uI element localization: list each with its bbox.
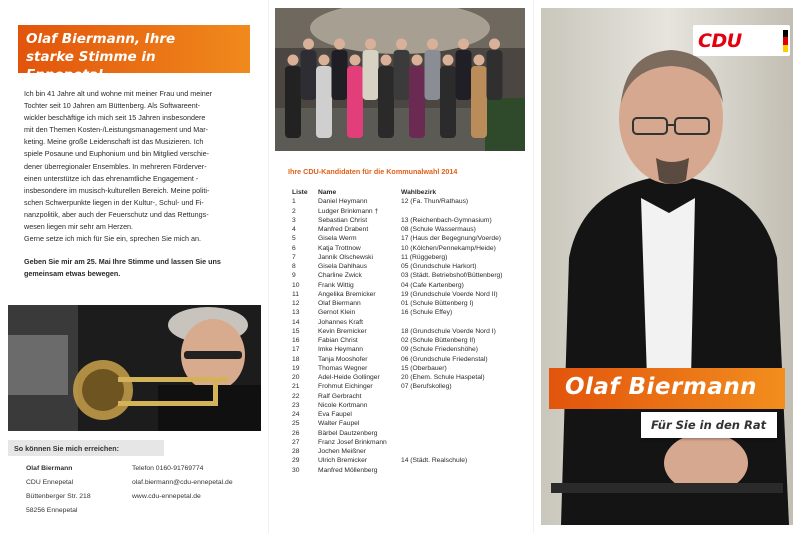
fold-line	[268, 0, 269, 533]
bio-line: Gerne setze ich mich für Sie ein, sprechen Sie mich an.	[24, 234, 201, 244]
person-figure	[440, 55, 456, 139]
candidate-number: 14	[292, 318, 300, 326]
candidate-row	[292, 392, 531, 401]
candidate-name: Katja Trottnow	[318, 244, 361, 252]
candidate-name: Bärbel Dautzenberg	[318, 429, 378, 437]
person-figure	[285, 55, 301, 139]
candidate-district: 16 (Schule Effey)	[401, 309, 453, 317]
candidate-district: 05 (Grundschule Harkort)	[401, 263, 477, 270]
candidate-name: Frank Wittig	[318, 281, 354, 289]
candidate-name: Walter Faupel	[318, 420, 360, 428]
candidate-row	[292, 401, 531, 410]
candidate-row	[292, 290, 531, 299]
candidate-number: 19	[292, 364, 300, 372]
candidate-name: Olaf Biermann	[318, 300, 361, 307]
candidate-district: 08 (Schule Wassermaus)	[401, 226, 476, 233]
contact-street: Büttenberger Str. 218	[26, 493, 91, 500]
headline-line-1: Olaf Biermann, Ihre	[26, 31, 176, 47]
bio-line: spiele Posaune und Euphonium und bin Mitglied verschie-	[24, 149, 209, 159]
candidate-row	[292, 299, 531, 308]
candidate-name: Kevin Bremicker	[318, 327, 367, 335]
candidate-row	[292, 327, 531, 336]
candidate-number: 12	[292, 300, 300, 307]
candidate-district: 06 (Grundschule Friedenstal)	[401, 355, 488, 363]
contact-address	[26, 462, 126, 518]
candidate-name: Adel-Heide Gollinger	[318, 374, 380, 381]
contact-name: Olaf Biermann	[26, 465, 73, 472]
candidate-district: 13 (Reichenbach-Gymnasium)	[401, 216, 492, 224]
candidate-district: 14 (Städt. Realschule)	[401, 457, 468, 465]
candidate-district	[401, 401, 531, 410]
candidate-row	[292, 364, 531, 373]
candidate-name: Ulrich Bremicker	[318, 457, 368, 465]
person-figure	[347, 55, 363, 139]
german-flag-icon	[783, 30, 788, 52]
candidate-number: 6	[292, 244, 296, 252]
group-photo-illustration	[275, 8, 525, 151]
bio-line: nanzpolitik, aber auch der Feuerschutz und das Rettungs-	[24, 209, 209, 219]
candidate-number: 27	[292, 438, 300, 446]
call-line-2: gemeinsam etwas bewegen.	[24, 269, 121, 279]
candidate-district: 07 (Berufskolleg)	[401, 383, 452, 391]
candidate-row	[292, 429, 531, 438]
candidate-district	[401, 410, 531, 419]
candidate-row	[292, 466, 531, 475]
portrait-photo	[541, 8, 793, 525]
candidate-row	[292, 197, 531, 206]
candidate-district: 19 (Grundschule Voerde Nord II)	[401, 290, 498, 298]
candidate-district: 15 (Oberbauer)	[401, 364, 447, 372]
cdu-logo-text: CDU	[698, 30, 742, 52]
candidate-name: Eva Faupel	[318, 411, 352, 418]
contact-city: 58256 Ennepetal	[26, 507, 78, 514]
candidate-row	[292, 355, 531, 364]
candidate-row	[292, 373, 531, 382]
trombone-photo	[8, 305, 261, 431]
candidate-number: 9	[292, 272, 296, 280]
candidate-row	[292, 216, 531, 225]
candidate-number: 16	[292, 337, 300, 344]
candidate-number: 2	[292, 207, 296, 215]
bio-line: Tochter seit 10 Jahren am Büttenberg. Als Softwareent-	[24, 101, 201, 111]
candidates-title: Ihre CDU-Kandidaten für die Kommunalwahl 2014	[288, 167, 458, 176]
candidate-row	[292, 244, 531, 253]
candidate-number: 8	[292, 263, 296, 270]
bio-line: einen unterstütze ich das ehrenamtliche Engagement -	[24, 173, 199, 183]
candidate-number: 17	[292, 346, 300, 354]
candidate-row	[292, 262, 531, 271]
candidate-row	[292, 253, 531, 262]
candidate-district	[401, 207, 531, 216]
candidate-row	[292, 438, 531, 447]
candidates-rows	[292, 197, 531, 475]
candidate-name: Charline Zwick	[318, 272, 362, 280]
candidate-district	[401, 429, 531, 438]
candidate-name: Ludger Brinkmann †	[318, 207, 379, 215]
candidate-district	[401, 318, 531, 327]
candidate-district	[401, 466, 531, 475]
candidate-number: 29	[292, 457, 300, 465]
candidate-district: 02 (Schule Büttenberg II)	[401, 337, 476, 344]
header-district: Wahlbezirk	[401, 189, 437, 196]
candidate-name: Daniel Heymann	[318, 198, 368, 206]
contact-channels	[132, 462, 262, 504]
bio-line: mit den Themen Kosten-/Leistungsmanagement und Mar-	[24, 125, 209, 135]
bio-line: wickler beschäftige ich mich seit 15 Jahren insbesondere	[24, 113, 206, 123]
candidate-row	[292, 419, 531, 428]
cover-name: Olaf Biermann	[565, 374, 758, 400]
candidate-row	[292, 456, 531, 465]
candidate-name: Manfred Drabent	[318, 226, 369, 233]
candidate-name: Johannes Kraft	[318, 318, 363, 326]
candidate-row	[292, 281, 531, 290]
candidate-number: 7	[292, 253, 296, 261]
candidate-name: Ralf Gerbracht	[318, 392, 362, 400]
candidate-number: 23	[292, 401, 300, 409]
contact-phone[interactable]: Telefon 0160-91769774	[132, 465, 204, 472]
contact-email[interactable]: olaf.biermann@cdu-ennepetal.de	[132, 479, 233, 486]
candidate-row	[292, 345, 531, 354]
biography-text	[24, 88, 246, 280]
candidate-name: Gisela Dahlhaus	[318, 263, 368, 270]
candidates-table	[292, 188, 531, 475]
person-figure	[316, 55, 332, 139]
person-figure	[471, 55, 487, 139]
candidate-district	[401, 419, 531, 428]
candidate-number: 13	[292, 309, 300, 317]
candidate-row	[292, 336, 531, 345]
candidate-number: 22	[292, 392, 300, 400]
header-name: Name	[318, 189, 337, 196]
candidate-name: Manfred Möllenberg	[318, 466, 378, 474]
candidate-district: 10 (Kölchen/Pennekamp/Heide)	[401, 244, 496, 252]
candidate-name: Thomas Wegner	[318, 364, 368, 372]
candidate-name: Nicole Kortmann	[318, 401, 368, 409]
candidate-district: 01 (Schule Büttenberg I)	[401, 300, 474, 307]
candidate-number: 26	[292, 429, 300, 437]
bio-line: keting. Meine große Leidenschaft ist das Musizieren. Ich	[24, 137, 204, 147]
candidate-row	[292, 382, 531, 391]
candidate-district: 03 (Städt. Betriebshof/Büttenberg)	[401, 272, 503, 280]
header-list: Liste	[292, 189, 308, 196]
bio-line: schen Schwerpunkte liegen in der Kultur-, Schul- und Fi-	[24, 197, 204, 207]
candidate-district: 11 (Rüggeberg)	[401, 253, 448, 261]
candidate-number: 28	[292, 448, 300, 455]
candidates-header-row	[292, 188, 531, 197]
call-line-1: Geben Sie mir am 25. Mai Ihre Stimme und lassen Sie uns	[24, 257, 221, 267]
candidate-number: 5	[292, 235, 296, 243]
candidate-number: 21	[292, 383, 300, 391]
candidate-number: 15	[292, 327, 300, 335]
candidate-name: Sebastian Christ	[318, 216, 368, 224]
headline-banner	[18, 25, 250, 83]
candidate-name: Frohmut Eichinger	[318, 383, 373, 391]
candidate-district	[401, 447, 531, 456]
candidate-row	[292, 410, 531, 419]
bio-line: wesen liegen mir sehr am Herzen.	[24, 222, 134, 232]
candidate-row	[292, 234, 531, 243]
candidate-district: 20 (Ehem. Schule Haspetal)	[401, 374, 485, 381]
person-figure	[378, 55, 394, 139]
candidate-row	[292, 318, 531, 327]
candidate-number: 18	[292, 355, 300, 363]
trombone-photo-illustration	[8, 305, 261, 431]
fold-line	[533, 0, 534, 533]
candidate-name: Tanja Mooshofer	[318, 355, 368, 363]
contact-web[interactable]: www.cdu-ennepetal.de	[132, 493, 201, 500]
candidate-row	[292, 447, 531, 456]
candidate-district: 04 (Cafe Kartenberg)	[401, 281, 464, 289]
call-to-action	[24, 256, 246, 280]
cover-slogan: Für Sie in den Rat	[651, 418, 767, 432]
cover-panel	[541, 8, 793, 525]
candidate-number: 25	[292, 420, 300, 428]
candidate-number: 1	[292, 198, 296, 206]
candidate-row	[292, 271, 531, 280]
candidate-name: Jochen Meißner	[318, 448, 366, 455]
candidate-district: 18 (Grundschule Voerde Nord I)	[401, 327, 496, 335]
candidate-number: 20	[292, 374, 300, 381]
candidate-number: 24	[292, 411, 300, 418]
headline-line-2: starke Stimme in Ennepetal.	[26, 49, 156, 83]
person-figure	[409, 55, 425, 139]
candidate-name: Gernot Klein	[318, 309, 356, 317]
candidate-district: 17 (Haus der Begegnung/Voerde)	[401, 235, 502, 243]
candidate-number: 10	[292, 281, 300, 289]
candidate-row	[292, 207, 531, 216]
candidate-district	[401, 438, 531, 447]
candidate-district	[401, 392, 531, 401]
candidate-name: Imke Heymann	[318, 346, 363, 354]
bio-line: dener überregionaler Ensembles. In mehreren Förderver-	[24, 161, 207, 171]
contact-heading: So können Sie mich erreichen:	[8, 440, 164, 456]
candidate-name: Jannik Olschewski	[318, 253, 374, 261]
candidate-number: 4	[292, 226, 296, 233]
candidate-name: Franz Josef Brinkmann	[318, 438, 387, 446]
candidate-name: Fabian Christ	[318, 337, 358, 344]
candidate-name: Angelika Bremicker	[318, 290, 376, 298]
contact-org: CDU Ennepetal	[26, 479, 74, 486]
candidate-number: 30	[292, 466, 300, 474]
candidate-name: Gisela Werm	[318, 235, 357, 243]
candidate-number: 3	[292, 216, 296, 224]
bio-line: insbesondere im musisch-kulturellen Bereich. Meine politi-	[24, 185, 210, 195]
candidate-number: 11	[292, 290, 299, 298]
candidate-district: 12 (Fa. Thun/Rathaus)	[401, 198, 469, 206]
group-photo	[275, 8, 525, 151]
bio-line: Ich bin 41 Jahre alt und wohne mit meiner Frau und meiner	[24, 89, 213, 98]
candidate-row	[292, 225, 531, 234]
bio-paragraph	[24, 88, 246, 245]
candidate-row	[292, 308, 531, 317]
candidate-district: 09 (Schule Friedenshöhe)	[401, 346, 478, 354]
